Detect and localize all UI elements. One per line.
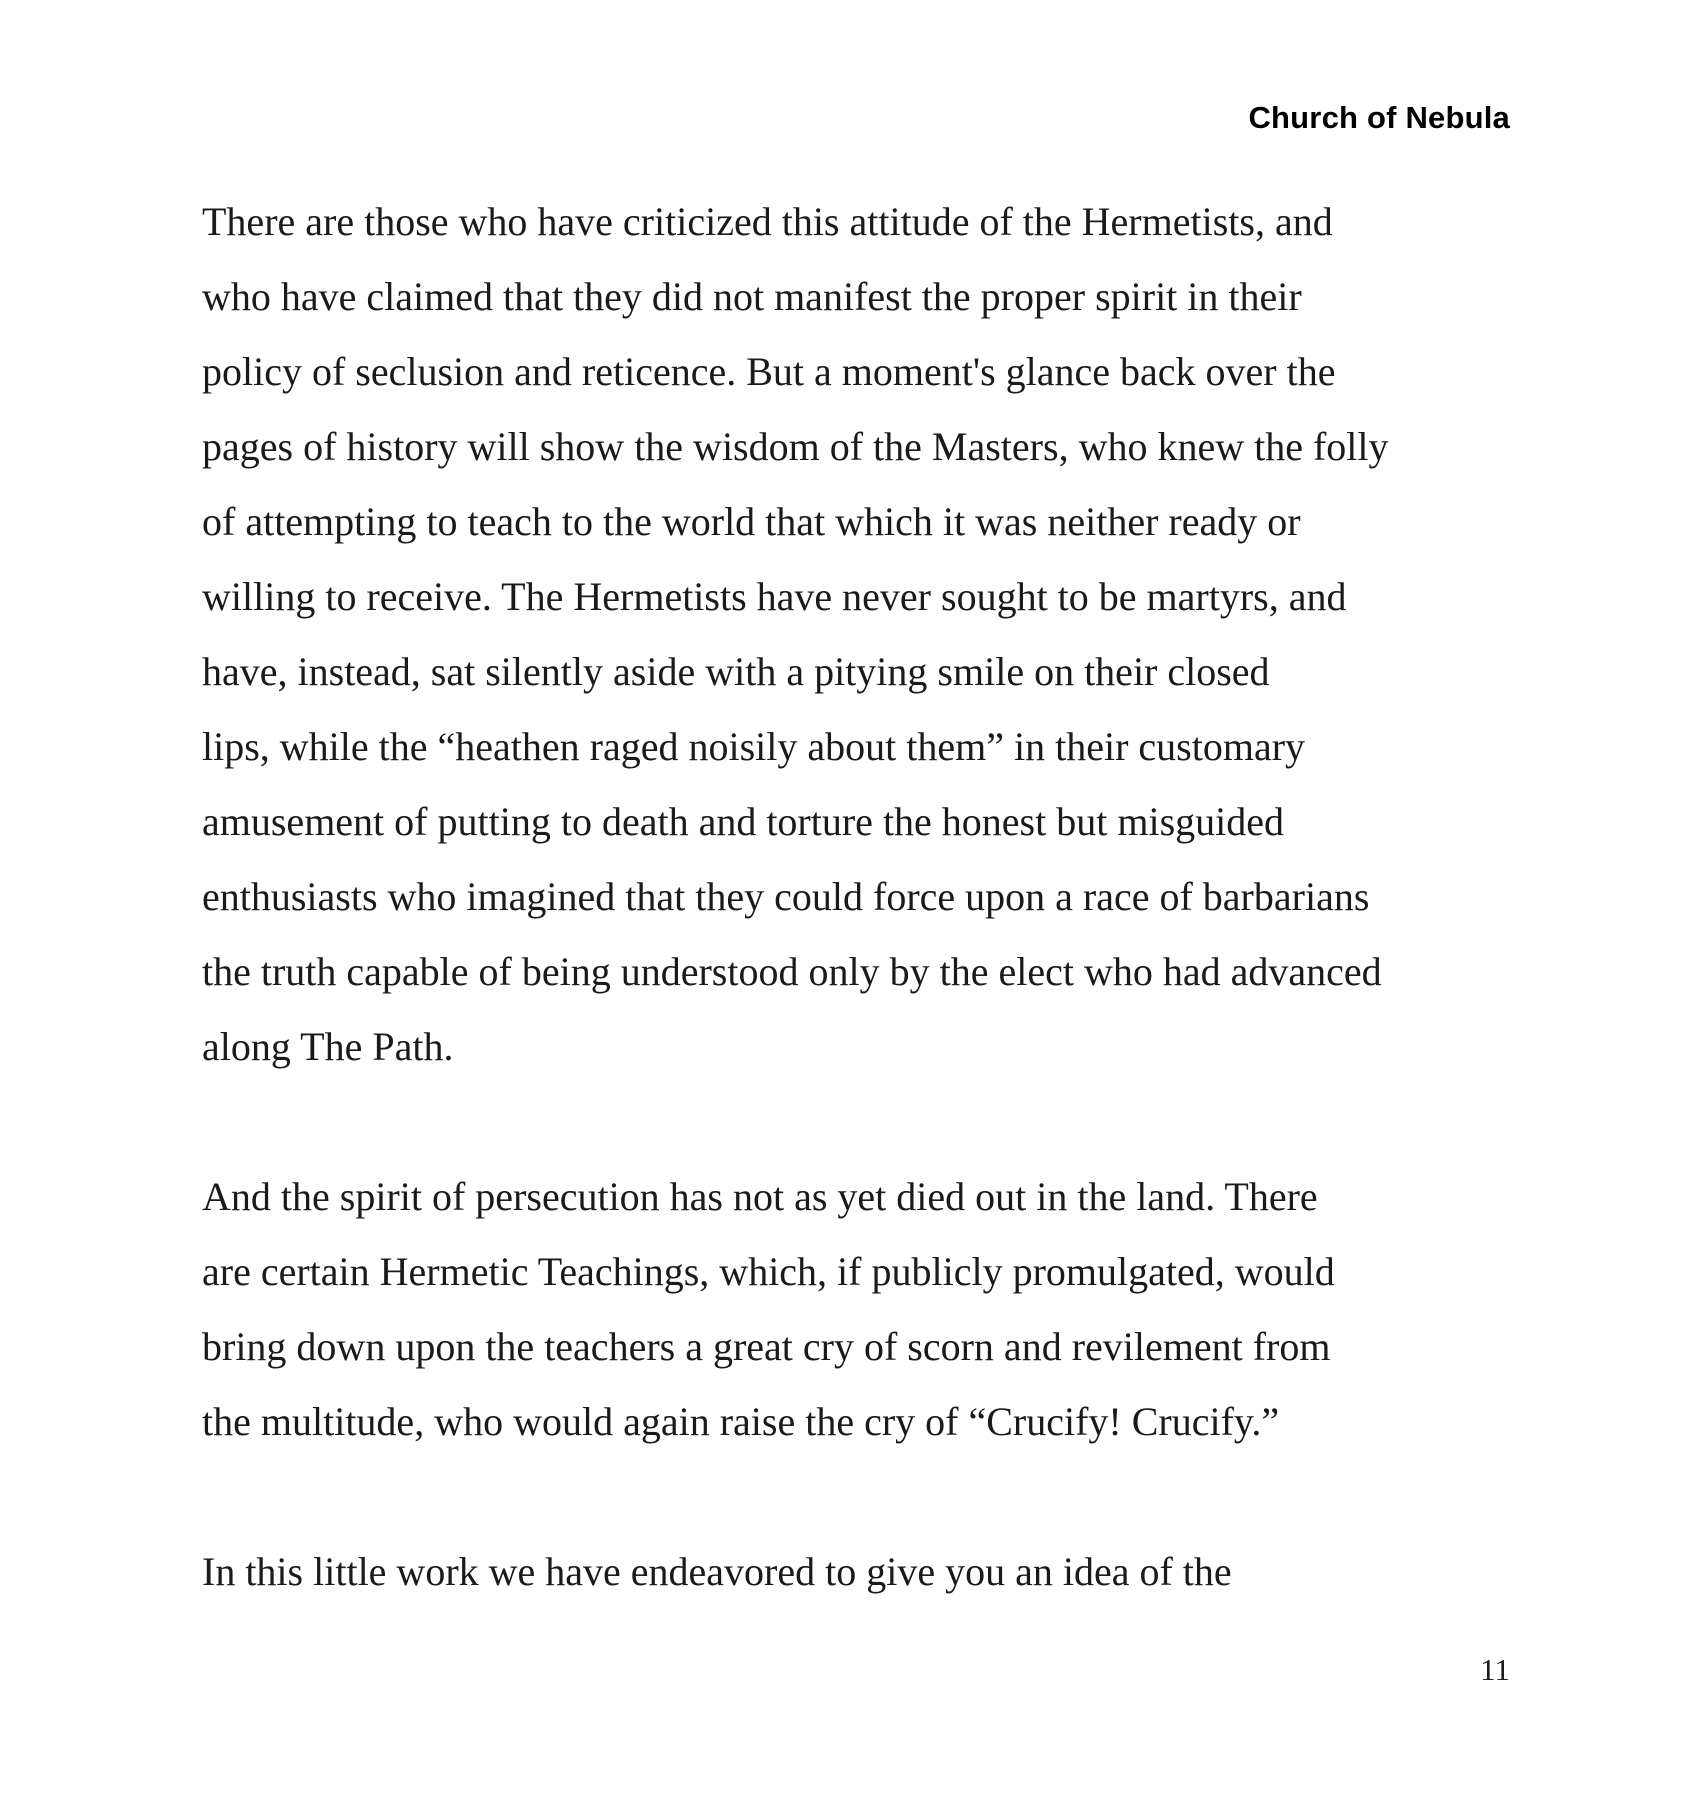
page-number: 11: [1480, 1652, 1510, 1687]
text-line: enthusiasts who imagined that they could force upon a race of barbarians: [202, 874, 1370, 919]
paragraph-1: [202, 184, 1522, 1084]
text-line: pages of history will show the wisdom of the Masters, who knew the folly: [202, 424, 1389, 469]
text-line: And the spirit of persecution has not as yet died out in the land. There: [202, 1174, 1318, 1219]
text-line: In this little work we have endeavored to give you an idea of the: [202, 1549, 1232, 1594]
body-text: [202, 184, 1522, 1684]
text-line: There are those who have criticized this attitude of the Hermetists, and: [202, 199, 1333, 244]
text-line: along The Path.: [202, 1024, 454, 1069]
paragraph-3: [202, 1534, 1522, 1609]
text-line: the truth capable of being understood only by the elect who had advanced: [202, 949, 1382, 994]
running-header: Church of Nebula: [1248, 100, 1510, 135]
text-line: who have claimed that they did not manifest the proper spirit in their: [202, 274, 1302, 319]
text-line: have, instead, sat silently aside with a pitying smile on their closed: [202, 649, 1270, 694]
text-line: amusement of putting to death and torture the honest but misguided: [202, 799, 1285, 844]
text-line: the multitude, who would again raise the cry of “Crucify! Crucify.”: [202, 1399, 1280, 1444]
text-line: lips, while the “heathen raged noisily about them” in their customary: [202, 724, 1306, 769]
text-line: bring down upon the teachers a great cry of scorn and revilement from: [202, 1324, 1331, 1369]
text-line: of attempting to teach to the world that which it was neither ready or: [202, 499, 1301, 544]
text-line: are certain Hermetic Teachings, which, if publicly promulgated, would: [202, 1249, 1335, 1294]
paragraph-2: [202, 1159, 1522, 1459]
text-line: policy of seclusion and reticence. But a moment's glance back over the: [202, 349, 1336, 394]
text-line: willing to receive. The Hermetists have never sought to be martyrs, and: [202, 574, 1347, 619]
